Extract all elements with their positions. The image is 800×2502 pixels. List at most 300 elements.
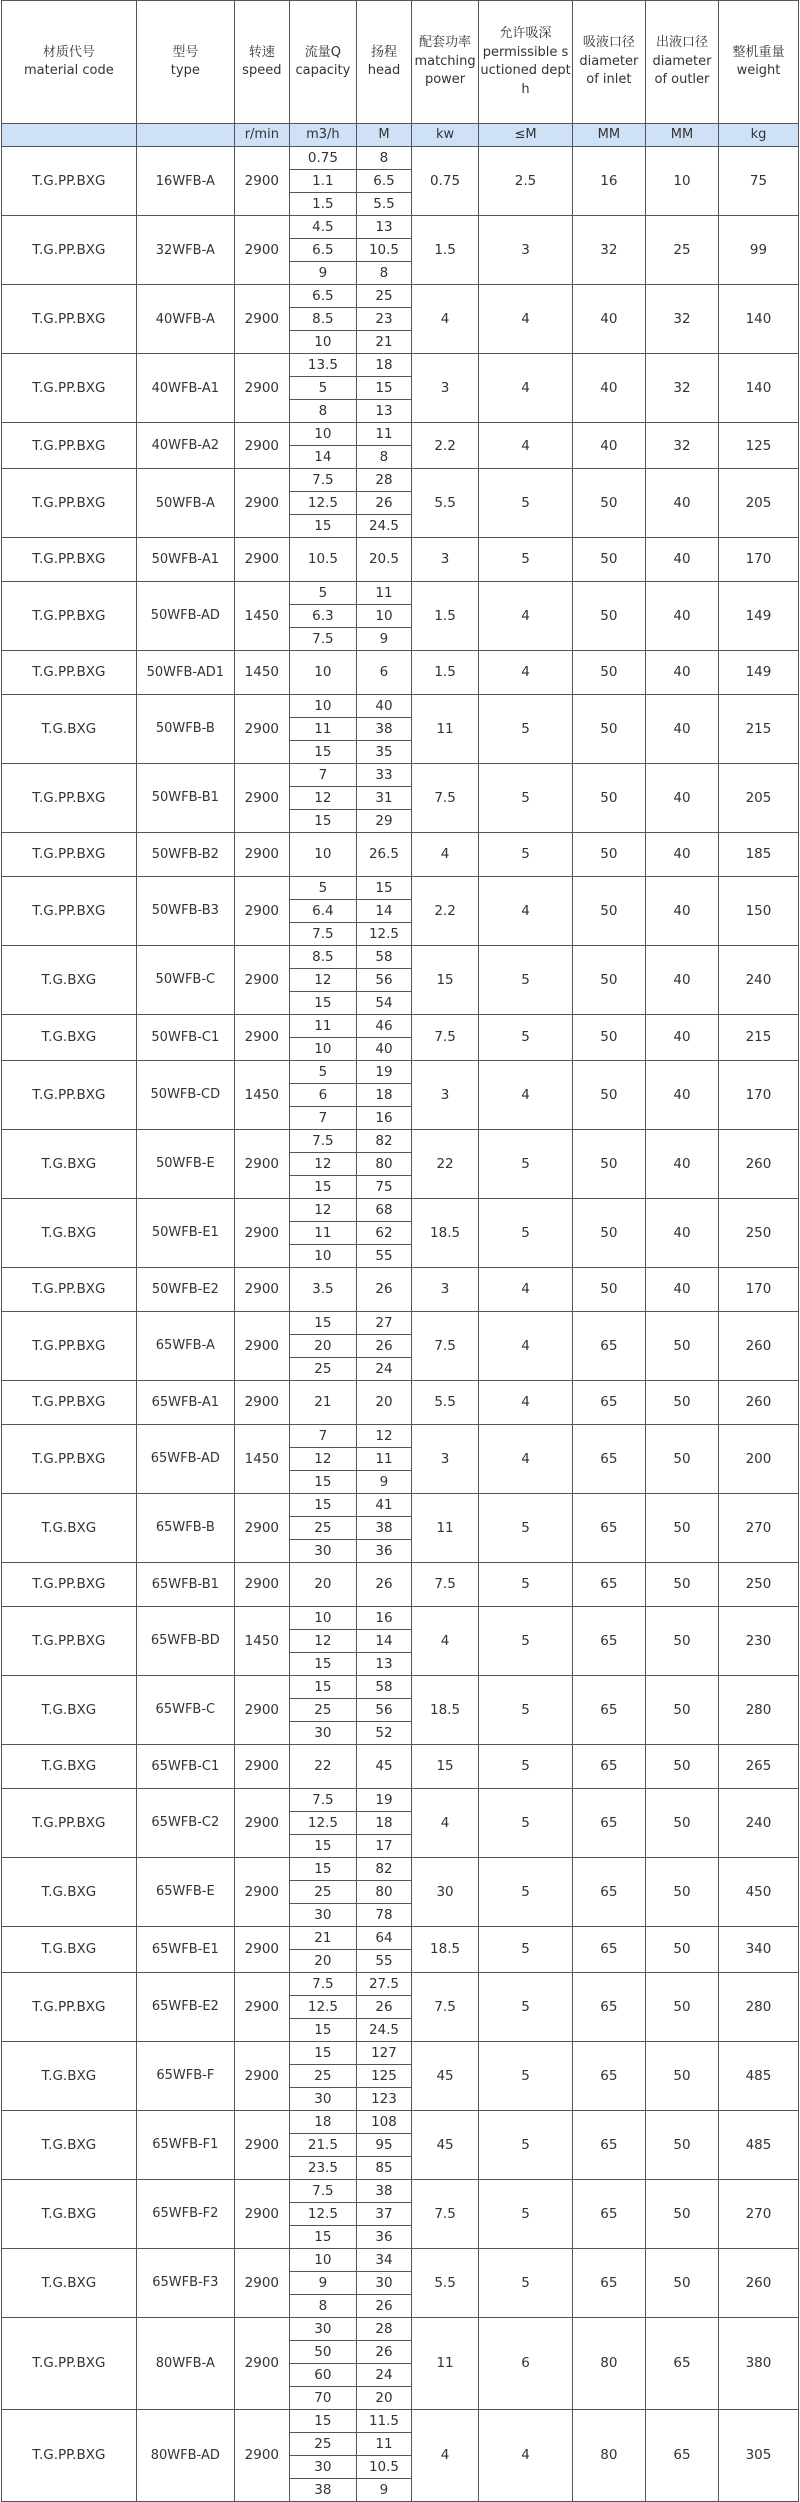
power-cell: 18.5 — [411, 1675, 478, 1744]
weight-cell: 149 — [718, 581, 798, 650]
capacity-cell: 10.5 — [289, 538, 356, 582]
suction-depth-cell: 5 — [479, 945, 573, 1014]
speed-cell: 1450 — [234, 1060, 289, 1129]
outlet-diameter-cell: 40 — [645, 650, 718, 694]
head-cell: 9 — [357, 1470, 412, 1493]
speed-cell: 1450 — [234, 650, 289, 694]
column-header — [645, 1, 718, 124]
outlet-diameter-cell: 40 — [645, 1060, 718, 1129]
head-cell: 80 — [357, 1152, 412, 1175]
speed-cell: 2900 — [234, 2110, 289, 2179]
inlet-diameter-cell: 50 — [572, 1129, 645, 1198]
suction-depth-cell: 5 — [479, 1744, 573, 1788]
speed-cell: 2900 — [234, 1014, 289, 1060]
weight-cell: 230 — [718, 1606, 798, 1675]
outlet-diameter-cell: 50 — [645, 1788, 718, 1857]
capacity-cell: 7 — [289, 763, 356, 786]
head-cell: 40 — [357, 694, 412, 717]
table-row — [2, 2409, 799, 2432]
head-cell: 55 — [357, 1244, 412, 1267]
capacity-cell: 21 — [289, 1380, 356, 1424]
inlet-diameter-cell: 80 — [572, 2409, 645, 2501]
unit-cell — [2, 124, 137, 147]
head-cell: 8 — [357, 446, 412, 469]
power-cell: 11 — [411, 2317, 478, 2409]
column-header-en: permissible suctioned depth — [480, 44, 571, 97]
column-header-en: matching power — [414, 53, 476, 88]
weight-cell: 75 — [718, 147, 798, 216]
head-cell: 23 — [357, 308, 412, 331]
suction-depth-cell: 5 — [479, 763, 573, 832]
model-type-cell: 50WFB-B3 — [136, 876, 234, 945]
head-cell: 18 — [357, 354, 412, 377]
suction-depth-cell: 4 — [479, 1380, 573, 1424]
head-cell: 8 — [357, 262, 412, 285]
inlet-diameter-cell: 50 — [572, 945, 645, 1014]
inlet-diameter-cell: 65 — [572, 1926, 645, 1972]
capacity-cell: 12 — [289, 786, 356, 809]
head-cell: 12.5 — [357, 922, 412, 945]
suction-depth-cell: 4 — [479, 354, 573, 423]
capacity-cell: 25 — [289, 1357, 356, 1380]
capacity-cell: 5 — [289, 581, 356, 604]
power-cell: 3 — [411, 538, 478, 582]
suction-depth-cell: 5 — [479, 1562, 573, 1606]
inlet-diameter-cell: 50 — [572, 694, 645, 763]
inlet-diameter-cell: 65 — [572, 1744, 645, 1788]
suction-depth-cell: 5 — [479, 694, 573, 763]
material-code-cell: T.G.PP.BXG — [2, 581, 137, 650]
power-cell: 7.5 — [411, 1972, 478, 2041]
head-cell: 16 — [357, 1106, 412, 1129]
speed-cell: 2900 — [234, 763, 289, 832]
header-row — [2, 1, 799, 124]
speed-cell: 2900 — [234, 1562, 289, 1606]
material-code-cell: T.G.PP.BXG — [2, 423, 137, 469]
column-header — [289, 1, 356, 124]
capacity-cell: 10 — [289, 423, 356, 446]
capacity-cell: 60 — [289, 2363, 356, 2386]
table-row — [2, 945, 799, 968]
outlet-diameter-cell: 50 — [645, 1926, 718, 1972]
model-type-cell: 65WFB-A — [136, 1311, 234, 1380]
model-type-cell: 65WFB-F3 — [136, 2248, 234, 2317]
head-cell: 27.5 — [357, 1972, 412, 1995]
material-code-cell: T.G.PP.BXG — [2, 1380, 137, 1424]
head-cell: 56 — [357, 968, 412, 991]
inlet-diameter-cell: 50 — [572, 876, 645, 945]
weight-cell: 99 — [718, 216, 798, 285]
head-cell: 20.5 — [357, 538, 412, 582]
power-cell: 4 — [411, 2409, 478, 2501]
model-type-cell: 65WFB-E2 — [136, 1972, 234, 2041]
head-cell: 78 — [357, 1903, 412, 1926]
capacity-cell: 12.5 — [289, 2202, 356, 2225]
capacity-cell: 15 — [289, 1857, 356, 1880]
head-cell: 33 — [357, 763, 412, 786]
head-cell: 31 — [357, 786, 412, 809]
capacity-cell: 12.5 — [289, 492, 356, 515]
material-code-cell: T.G.PP.BXG — [2, 1424, 137, 1493]
material-code-cell: T.G.BXG — [2, 1857, 137, 1926]
speed-cell: 2900 — [234, 1926, 289, 1972]
head-cell: 15 — [357, 876, 412, 899]
outlet-diameter-cell: 32 — [645, 354, 718, 423]
outlet-diameter-cell: 40 — [645, 1129, 718, 1198]
weight-cell: 305 — [718, 2409, 798, 2501]
weight-cell: 150 — [718, 876, 798, 945]
material-code-cell: T.G.BXG — [2, 1675, 137, 1744]
power-cell: 3 — [411, 1424, 478, 1493]
column-header-en: diameter of outler — [652, 53, 712, 88]
outlet-diameter-cell: 50 — [645, 1493, 718, 1562]
column-header-en: weight — [736, 63, 781, 78]
table-row — [2, 354, 799, 377]
pump-spec-table — [1, 0, 799, 2502]
capacity-cell: 15 — [289, 1493, 356, 1516]
inlet-diameter-cell: 65 — [572, 1606, 645, 1675]
capacity-cell: 21 — [289, 1926, 356, 1949]
head-cell: 26 — [357, 1334, 412, 1357]
power-cell: 1.5 — [411, 581, 478, 650]
material-code-cell: T.G.BXG — [2, 945, 137, 1014]
model-type-cell: 50WFB-C — [136, 945, 234, 1014]
capacity-cell: 30 — [289, 1539, 356, 1562]
model-type-cell: 65WFB-F1 — [136, 2110, 234, 2179]
head-cell: 36 — [357, 2225, 412, 2248]
capacity-cell: 12 — [289, 968, 356, 991]
column-header-en: speed — [242, 63, 282, 78]
table-row — [2, 694, 799, 717]
speed-cell: 1450 — [234, 581, 289, 650]
capacity-cell: 15 — [289, 1652, 356, 1675]
capacity-cell: 30 — [289, 2455, 356, 2478]
head-cell: 26 — [357, 1995, 412, 2018]
head-cell: 25 — [357, 285, 412, 308]
outlet-diameter-cell: 25 — [645, 216, 718, 285]
column-header-zh: 扬程 — [370, 44, 397, 60]
suction-depth-cell: 5 — [479, 1788, 573, 1857]
material-code-cell: T.G.BXG — [2, 2041, 137, 2110]
capacity-cell: 5 — [289, 377, 356, 400]
capacity-cell: 10 — [289, 1037, 356, 1060]
suction-depth-cell: 5 — [479, 832, 573, 876]
capacity-cell: 9 — [289, 2271, 356, 2294]
speed-cell: 2900 — [234, 876, 289, 945]
suction-depth-cell: 5 — [479, 1926, 573, 1972]
speed-cell: 2900 — [234, 2179, 289, 2248]
speed-cell: 2900 — [234, 1675, 289, 1744]
model-type-cell: 50WFB-AD1 — [136, 650, 234, 694]
material-code-cell: T.G.BXG — [2, 694, 137, 763]
power-cell: 1.5 — [411, 216, 478, 285]
model-type-cell: 50WFB-E1 — [136, 1198, 234, 1267]
material-code-cell: T.G.BXG — [2, 2248, 137, 2317]
capacity-cell: 7.5 — [289, 922, 356, 945]
weight-cell: 270 — [718, 2179, 798, 2248]
head-cell: 46 — [357, 1014, 412, 1037]
speed-cell: 1450 — [234, 1424, 289, 1493]
head-cell: 45 — [357, 1744, 412, 1788]
model-type-cell: 50WFB-E2 — [136, 1267, 234, 1311]
power-cell: 11 — [411, 694, 478, 763]
outlet-diameter-cell: 65 — [645, 2317, 718, 2409]
model-type-cell: 65WFB-F2 — [136, 2179, 234, 2248]
material-code-cell: T.G.BXG — [2, 1014, 137, 1060]
inlet-diameter-cell: 65 — [572, 1857, 645, 1926]
power-cell: 4 — [411, 1788, 478, 1857]
head-cell: 11 — [357, 2432, 412, 2455]
head-cell: 18 — [357, 1083, 412, 1106]
table-row — [2, 216, 799, 239]
suction-depth-cell: 4 — [479, 2409, 573, 2501]
capacity-cell: 22 — [289, 1744, 356, 1788]
speed-cell: 2900 — [234, 694, 289, 763]
capacity-cell: 18 — [289, 2110, 356, 2133]
suction-depth-cell: 4 — [479, 650, 573, 694]
weight-cell: 260 — [718, 1311, 798, 1380]
weight-cell: 140 — [718, 354, 798, 423]
capacity-cell: 15 — [289, 2041, 356, 2064]
power-cell: 1.5 — [411, 650, 478, 694]
suction-depth-cell: 5 — [479, 1129, 573, 1198]
model-type-cell: 50WFB-A1 — [136, 538, 234, 582]
capacity-cell: 25 — [289, 1516, 356, 1539]
capacity-cell: 11 — [289, 1221, 356, 1244]
head-cell: 38 — [357, 717, 412, 740]
capacity-cell: 10 — [289, 650, 356, 694]
model-type-cell: 65WFB-C2 — [136, 1788, 234, 1857]
material-code-cell: T.G.PP.BXG — [2, 216, 137, 285]
inlet-diameter-cell: 80 — [572, 2317, 645, 2409]
head-cell: 26.5 — [357, 832, 412, 876]
outlet-diameter-cell: 40 — [645, 832, 718, 876]
outlet-diameter-cell: 50 — [645, 2110, 718, 2179]
model-type-cell: 40WFB-A — [136, 285, 234, 354]
unit-cell: M — [357, 124, 412, 147]
capacity-cell: 12 — [289, 1447, 356, 1470]
inlet-diameter-cell: 65 — [572, 2179, 645, 2248]
head-cell: 18 — [357, 1811, 412, 1834]
head-cell: 40 — [357, 1037, 412, 1060]
suction-depth-cell: 5 — [479, 2179, 573, 2248]
capacity-cell: 15 — [289, 515, 356, 538]
outlet-diameter-cell: 32 — [645, 423, 718, 469]
table-row — [2, 2179, 799, 2202]
model-type-cell: 16WFB-A — [136, 147, 234, 216]
power-cell: 4 — [411, 832, 478, 876]
head-cell: 28 — [357, 2317, 412, 2340]
table-row — [2, 876, 799, 899]
power-cell: 45 — [411, 2041, 478, 2110]
speed-cell: 2900 — [234, 2409, 289, 2501]
head-cell: 29 — [357, 809, 412, 832]
capacity-cell: 8 — [289, 400, 356, 423]
material-code-cell: T.G.PP.BXG — [2, 538, 137, 582]
head-cell: 26 — [357, 1267, 412, 1311]
inlet-diameter-cell: 50 — [572, 1267, 645, 1311]
head-cell: 17 — [357, 1834, 412, 1857]
capacity-cell: 9 — [289, 262, 356, 285]
outlet-diameter-cell: 50 — [645, 1562, 718, 1606]
suction-depth-cell: 4 — [479, 285, 573, 354]
outlet-diameter-cell: 40 — [645, 1014, 718, 1060]
head-cell: 13 — [357, 1652, 412, 1675]
outlet-diameter-cell: 50 — [645, 1311, 718, 1380]
capacity-cell: 12.5 — [289, 1811, 356, 1834]
capacity-cell: 12 — [289, 1629, 356, 1652]
material-code-cell: T.G.BXG — [2, 1926, 137, 1972]
model-type-cell: 32WFB-A — [136, 216, 234, 285]
weight-cell: 250 — [718, 1562, 798, 1606]
material-code-cell: T.G.PP.BXG — [2, 1311, 137, 1380]
weight-cell: 280 — [718, 1675, 798, 1744]
table-row — [2, 538, 799, 582]
outlet-diameter-cell: 65 — [645, 2409, 718, 2501]
table-row — [2, 147, 799, 170]
unit-cell: ≤M — [479, 124, 573, 147]
inlet-diameter-cell: 65 — [572, 1493, 645, 1562]
inlet-diameter-cell: 40 — [572, 423, 645, 469]
inlet-diameter-cell: 50 — [572, 538, 645, 582]
table-row — [2, 1788, 799, 1811]
column-header-zh: 流量Q — [304, 44, 342, 60]
head-cell: 38 — [357, 1516, 412, 1539]
head-cell: 58 — [357, 1675, 412, 1698]
table-row — [2, 2110, 799, 2133]
suction-depth-cell: 5 — [479, 1675, 573, 1744]
inlet-diameter-cell: 65 — [572, 2110, 645, 2179]
speed-cell: 2900 — [234, 1129, 289, 1198]
speed-cell: 2900 — [234, 216, 289, 285]
capacity-cell: 7.5 — [289, 1972, 356, 1995]
power-cell: 4 — [411, 1606, 478, 1675]
suction-depth-cell: 4 — [479, 581, 573, 650]
capacity-cell: 30 — [289, 1903, 356, 1926]
material-code-cell: T.G.BXG — [2, 1744, 137, 1788]
speed-cell: 1450 — [234, 1606, 289, 1675]
capacity-cell: 14 — [289, 446, 356, 469]
weight-cell: 270 — [718, 1493, 798, 1562]
weight-cell: 149 — [718, 650, 798, 694]
inlet-diameter-cell: 50 — [572, 581, 645, 650]
head-cell: 11 — [357, 581, 412, 604]
speed-cell: 2900 — [234, 945, 289, 1014]
capacity-cell: 13.5 — [289, 354, 356, 377]
material-code-cell: T.G.BXG — [2, 1129, 137, 1198]
material-code-cell: T.G.PP.BXG — [2, 763, 137, 832]
capacity-cell: 6.5 — [289, 285, 356, 308]
outlet-diameter-cell: 40 — [645, 763, 718, 832]
suction-depth-cell: 5 — [479, 1857, 573, 1926]
suction-depth-cell: 4 — [479, 1424, 573, 1493]
head-cell: 11.5 — [357, 2409, 412, 2432]
speed-cell: 2900 — [234, 1972, 289, 2041]
head-cell: 11 — [357, 1447, 412, 1470]
capacity-cell: 15 — [289, 2409, 356, 2432]
outlet-diameter-cell: 50 — [645, 1606, 718, 1675]
capacity-cell: 12 — [289, 1152, 356, 1175]
capacity-cell: 5 — [289, 876, 356, 899]
column-header-zh: 整机重量 — [732, 44, 785, 60]
suction-depth-cell: 5 — [479, 469, 573, 538]
capacity-cell: 10 — [289, 331, 356, 354]
outlet-diameter-cell: 50 — [645, 1972, 718, 2041]
model-type-cell: 80WFB-AD — [136, 2409, 234, 2501]
column-header-zh: 出液口径 — [655, 35, 708, 51]
weight-cell: 215 — [718, 694, 798, 763]
capacity-cell: 15 — [289, 2018, 356, 2041]
model-type-cell: 65WFB-E1 — [136, 1926, 234, 1972]
inlet-diameter-cell: 50 — [572, 832, 645, 876]
table-row — [2, 1972, 799, 1995]
weight-cell: 340 — [718, 1926, 798, 1972]
outlet-diameter-cell: 32 — [645, 285, 718, 354]
model-type-cell: 50WFB-A — [136, 469, 234, 538]
inlet-diameter-cell: 50 — [572, 1014, 645, 1060]
weight-cell: 170 — [718, 538, 798, 582]
table-row — [2, 1424, 799, 1447]
capacity-cell: 20 — [289, 1562, 356, 1606]
weight-cell: 170 — [718, 1060, 798, 1129]
capacity-cell: 70 — [289, 2386, 356, 2409]
power-cell: 15 — [411, 945, 478, 1014]
model-type-cell: 50WFB-E — [136, 1129, 234, 1198]
speed-cell: 2900 — [234, 1788, 289, 1857]
capacity-cell: 15 — [289, 1834, 356, 1857]
capacity-cell: 7.5 — [289, 1788, 356, 1811]
table-row — [2, 1198, 799, 1221]
head-cell: 123 — [357, 2087, 412, 2110]
column-header-zh: 配套功率 — [419, 35, 472, 51]
model-type-cell: 65WFB-AD — [136, 1424, 234, 1493]
speed-cell: 2900 — [234, 1380, 289, 1424]
outlet-diameter-cell: 50 — [645, 1675, 718, 1744]
suction-depth-cell: 4 — [479, 1311, 573, 1380]
table-row — [2, 1060, 799, 1083]
material-code-cell: T.G.PP.BXG — [2, 285, 137, 354]
head-cell: 19 — [357, 1788, 412, 1811]
column-header — [572, 1, 645, 124]
material-code-cell: T.G.PP.BXG — [2, 1606, 137, 1675]
capacity-cell: 5 — [289, 1060, 356, 1083]
material-code-cell: T.G.BXG — [2, 2110, 137, 2179]
weight-cell: 205 — [718, 763, 798, 832]
power-cell: 5.5 — [411, 469, 478, 538]
suction-depth-cell: 5 — [479, 2110, 573, 2179]
power-cell: 30 — [411, 1857, 478, 1926]
capacity-cell: 15 — [289, 1311, 356, 1334]
weight-cell: 170 — [718, 1267, 798, 1311]
weight-cell: 260 — [718, 1380, 798, 1424]
weight-cell: 125 — [718, 423, 798, 469]
model-type-cell: 65WFB-B — [136, 1493, 234, 1562]
material-code-cell: T.G.PP.BXG — [2, 876, 137, 945]
capacity-cell: 8.5 — [289, 945, 356, 968]
power-cell: 7.5 — [411, 763, 478, 832]
power-cell: 4 — [411, 285, 478, 354]
head-cell: 19 — [357, 1060, 412, 1083]
column-header-zh: 型号 — [172, 44, 199, 60]
outlet-diameter-cell: 50 — [645, 1744, 718, 1788]
capacity-cell: 30 — [289, 2087, 356, 2110]
capacity-cell: 20 — [289, 1334, 356, 1357]
model-type-cell: 40WFB-A1 — [136, 354, 234, 423]
power-cell: 3 — [411, 1267, 478, 1311]
capacity-cell: 15 — [289, 991, 356, 1014]
capacity-cell: 20 — [289, 1949, 356, 1972]
weight-cell: 485 — [718, 2110, 798, 2179]
